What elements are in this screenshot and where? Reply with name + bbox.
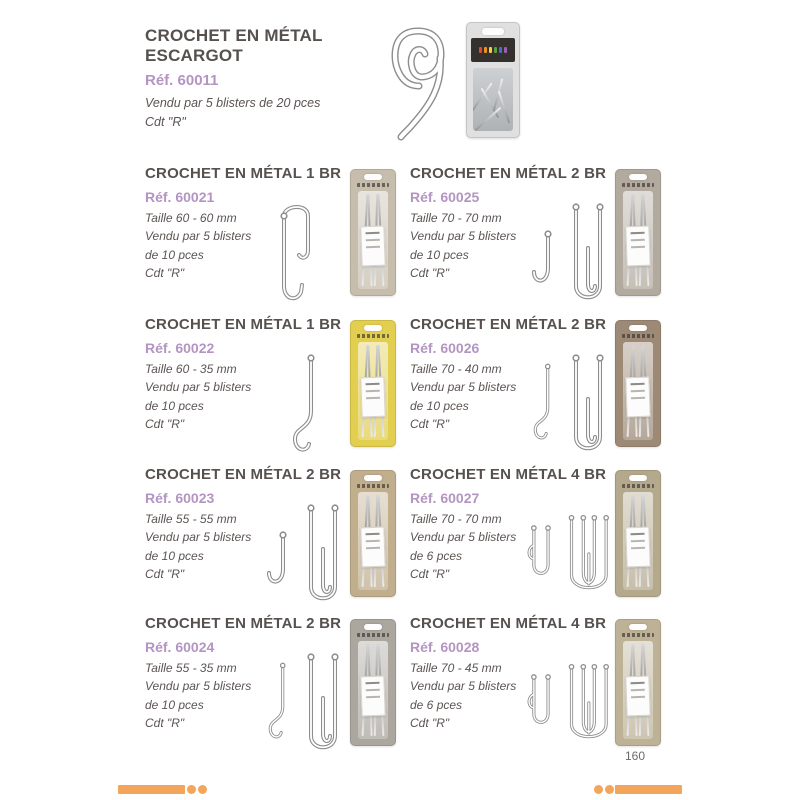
blister-pack-photo — [350, 619, 396, 746]
product-pieces: de 10 pces — [410, 398, 469, 413]
product-conditioning: Cdt "R" — [145, 567, 185, 581]
fork-2-prong-icon — [567, 198, 609, 308]
fork-2-prong-icon — [302, 499, 344, 609]
featured-product-ref: Réf. 60011 — [145, 72, 219, 90]
product-size: Taille 55 - 35 mm — [145, 660, 237, 675]
pack-brand-mark — [471, 38, 515, 62]
product-ref: Réf. 60026 — [410, 339, 480, 356]
pack-hang-hole — [629, 325, 647, 331]
product-title: CROCHET EN MÉTAL 1 BR — [145, 316, 342, 333]
product-pieces: de 6 pces — [410, 548, 463, 563]
featured-blister-pack-photo — [466, 22, 520, 138]
product-packaging: Vendu par 5 blisters — [145, 679, 252, 693]
fork-2-prong-icon — [567, 349, 609, 459]
product-size: Taille 55 - 55 mm — [145, 511, 237, 526]
hook-illustration — [258, 343, 350, 459]
product-conditioning: Cdt "R" — [410, 266, 450, 280]
footer-ornament-bar-left — [118, 785, 185, 794]
pack-label-card — [625, 226, 650, 267]
pack-brand-mark — [357, 633, 389, 637]
product-card-60028 — [410, 616, 672, 766]
single-hook-long-icon — [287, 351, 321, 459]
product-title: CROCHET EN MÉTAL 2 BR — [145, 615, 342, 632]
product-packaging: Vendu par 5 blisters — [145, 530, 252, 544]
fork-2-prong-icon — [302, 648, 344, 758]
product-card-60025 — [410, 166, 672, 316]
pack-brand-mark — [357, 183, 389, 187]
footer-ornament-bar-right — [615, 785, 682, 794]
product-pieces: de 10 pces — [145, 398, 204, 413]
pack-hang-hole — [364, 624, 382, 630]
hook-illustration — [523, 642, 615, 758]
pack-brand-mark — [622, 334, 654, 338]
product-ref: Réf. 60023 — [145, 489, 215, 506]
product-pieces: de 10 pces — [145, 697, 204, 712]
product-ref: Réf. 60025 — [410, 188, 480, 205]
product-card-60027 — [410, 467, 672, 617]
featured-product-text — [145, 26, 405, 132]
pack-label-card — [625, 676, 650, 717]
fork-4-prong-icon — [566, 499, 612, 609]
product-packaging: Vendu par 5 blisters — [410, 229, 517, 243]
product-ref: Réf. 60021 — [145, 188, 215, 205]
product-ref: Réf. 60024 — [145, 638, 215, 655]
blister-pack-photo — [350, 169, 396, 296]
pack-hang-hole — [629, 174, 647, 180]
pack-blister-window — [623, 342, 653, 440]
blister-pack-photo — [350, 320, 396, 447]
product-card-60026 — [410, 317, 672, 467]
pack-hang-hole — [364, 325, 382, 331]
product-title: CROCHET EN MÉTAL 2 BR — [410, 316, 607, 333]
blister-pack-photo — [350, 470, 396, 597]
featured-product-packaging: Vendu par 5 blisters de 20 pces — [145, 96, 321, 111]
blister-pack-photo — [615, 169, 661, 296]
companion-hook-icon — [264, 529, 290, 595]
pack-brand-mark — [622, 183, 654, 187]
companion-hook-2br-icon — [526, 513, 554, 595]
product-ref: Réf. 60022 — [145, 339, 215, 356]
product-conditioning: Cdt "R" — [145, 417, 185, 431]
product-card-60022 — [145, 317, 407, 467]
product-size: Taille 70 - 45 mm — [410, 660, 502, 675]
pack-hang-hole — [364, 475, 382, 481]
page-number: 160 — [624, 749, 646, 763]
product-title: CROCHET EN MÉTAL 2 BR — [145, 466, 342, 483]
pack-label-card — [360, 377, 385, 418]
product-pieces: de 6 pces — [410, 697, 463, 712]
pack-hang-hole — [629, 624, 647, 630]
hook-illustration — [523, 343, 615, 459]
blister-pack-photo — [615, 320, 661, 447]
pack-brand-mark — [357, 334, 389, 338]
pack-blister-window — [623, 191, 653, 289]
product-pieces: de 10 pces — [410, 247, 469, 262]
pack-blister-window — [358, 342, 388, 440]
companion-hook-2br-icon — [526, 662, 554, 744]
product-conditioning: Cdt "R" — [410, 417, 450, 431]
companion-hook-icon — [529, 228, 555, 294]
footer-ornament-dot — [605, 785, 614, 794]
product-pieces: de 10 pces — [145, 247, 204, 262]
product-size: Taille 60 - 35 mm — [145, 361, 237, 376]
featured-product-title: CROCHET EN MÉTAL ESCARGOT — [145, 26, 323, 65]
product-ref: Réf. 60028 — [410, 638, 480, 655]
featured-product-conditioning: Cdt "R" — [145, 115, 186, 130]
pack-brand-mark — [622, 484, 654, 488]
pack-blister-window — [473, 68, 513, 131]
footer-ornament-dot — [198, 785, 207, 794]
product-conditioning: Cdt "R" — [410, 716, 450, 730]
hook-illustration — [258, 493, 350, 609]
product-packaging: Vendu par 5 blisters — [145, 229, 252, 243]
product-size: Taille 70 - 40 mm — [410, 361, 502, 376]
hook-illustration — [258, 642, 350, 758]
pack-brand-mark — [357, 484, 389, 488]
product-title: CROCHET EN MÉTAL 4 BR — [410, 466, 607, 483]
footer-ornament-dot — [187, 785, 196, 794]
pack-label-card — [625, 527, 650, 568]
product-size: Taille 70 - 70 mm — [410, 210, 502, 225]
product-card-60021 — [145, 166, 407, 316]
pack-label-card — [360, 226, 385, 267]
pack-hang-hole — [364, 174, 382, 180]
pack-blister-window — [623, 492, 653, 590]
pack-label-card — [360, 676, 385, 717]
pack-brand-mark — [622, 633, 654, 637]
pack-blister-window — [358, 492, 388, 590]
footer-ornament-dot — [594, 785, 603, 794]
pack-blister-window — [623, 641, 653, 739]
product-card-60024 — [145, 616, 407, 766]
pack-hang-hole — [629, 475, 647, 481]
blister-pack-photo — [615, 470, 661, 597]
product-packaging: Vendu par 5 blisters — [145, 380, 252, 394]
product-title: CROCHET EN MÉTAL 1 BR — [145, 165, 342, 182]
companion-hook-long-icon — [529, 361, 556, 445]
hook-illustration — [523, 493, 615, 609]
product-card-60023 — [145, 467, 407, 617]
pack-blister-window — [358, 641, 388, 739]
hook-illustration — [523, 192, 615, 308]
product-size: Taille 70 - 70 mm — [410, 511, 502, 526]
product-conditioning: Cdt "R" — [410, 567, 450, 581]
pack-label-card — [360, 527, 385, 568]
product-title: CROCHET EN MÉTAL 2 BR — [410, 165, 607, 182]
pack-blister-window — [358, 191, 388, 289]
product-pieces: de 10 pces — [145, 548, 204, 563]
product-packaging: Vendu par 5 blisters — [410, 679, 517, 693]
hook-illustration — [258, 192, 350, 308]
companion-hook-long-icon — [264, 660, 291, 744]
pack-label-card — [625, 377, 650, 418]
product-conditioning: Cdt "R" — [145, 266, 185, 280]
product-size: Taille 60 - 60 mm — [145, 210, 237, 225]
product-title: CROCHET EN MÉTAL 4 BR — [410, 615, 607, 632]
product-conditioning: Cdt "R" — [145, 716, 185, 730]
product-packaging: Vendu par 5 blisters — [410, 380, 517, 394]
single-hook-large-icon — [277, 200, 331, 308]
pack-hang-hole — [482, 28, 504, 35]
product-packaging: Vendu par 5 blisters — [410, 530, 517, 544]
escargot-hook-icon — [388, 24, 450, 142]
escargot-hook-illustration — [388, 24, 452, 142]
blister-pack-photo — [615, 619, 661, 746]
fork-4-prong-icon — [566, 648, 612, 758]
product-ref: Réf. 60027 — [410, 489, 480, 506]
